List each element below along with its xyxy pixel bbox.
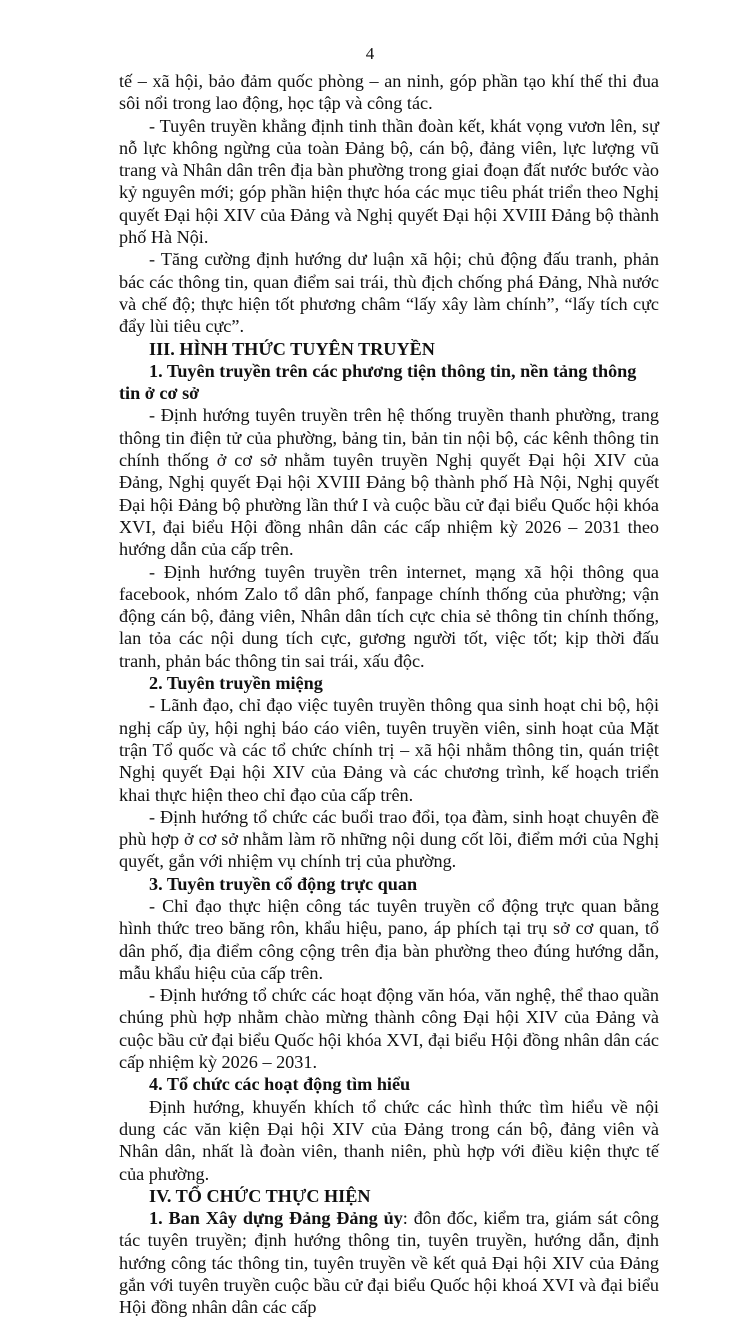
paragraph: - Định hướng tuyên truyền trên internet, mạng xã hội thông qua facebook, nhóm Zalo tổ dân phố, fanpage chính thống của phường; vận động cán bộ, đảng viên, Nhân dân tích cực chia sẻ thông tin chính thống, lan tỏa các nội dung tích cực, gương người tốt, việc tốt; kịp thời đấu tranh, phản bác thông tin sai trái, xấu độc.	[119, 561, 659, 671]
section-heading: 1. Tuyên truyền trên các phương tiện thông tin, nền tảng thông tin ở cơ sở	[119, 360, 637, 404]
paragraph: - Định hướng tổ chức các hoạt động văn hóa, văn nghệ, thể thao quần chúng phù hợp nhằm chào mừng thành công Đại hội XIV của Đảng và cuộc bầu cử đại biểu Quốc hội khóa XVI, đại biểu Hội đồng nhân dân các cấp nhiệm kỳ 2026 – 2031.	[119, 985, 659, 1073]
section-heading: III. HÌNH THỨC TUYÊN TRUYỀN	[149, 338, 435, 359]
paragraph	[119, 1207, 659, 1318]
section-heading: IV. TỔ CHỨC THỰC HIỆN	[149, 1185, 371, 1206]
paragraph: - Định hướng tuyên truyền trên hệ thống truyền thanh phường, trang thông tin điện tử của phường, bảng tin, bản tin nội bộ, các kênh thông tin chính thống ở cơ sở nhằm tuyên truyền Nghị quyết Đại hội XIV của Đảng, Nghị quyết Đại hội XVIII Đảng bộ thành phố Hà Nội, Nghị quyết Đại hội Đảng bộ phường lần thứ I và cuộc bầu cử đại biểu Quốc hội khóa XVI, đại biểu Hội đồng nhân dân các cấp nhiệm kỳ 2026 – 2031 theo hướng dẫn của cấp trên.	[119, 405, 659, 560]
section-heading: 2. Tuyên truyền miệng	[149, 673, 323, 694]
section-heading: 3. Tuyên truyền cổ động trực quan	[149, 873, 418, 894]
paragraph-text: : đôn đốc, kiểm tra, giám sát công tác tuyên truyền; định hướng thông tin, tuyên truyền, hướng dẫn, định hướng công tác thông tin, tuyên truyền về kết quả Đại hội XIV của Đảng gắn với tuyên truyền cuộc bầu cử đại biểu Quốc hội khoá XVI và đại biểu Hội đồng nhân dân các cấp	[119, 1208, 659, 1318]
paragraph: - Tuyên truyền khẳng định tinh thần đoàn kết, khát vọng vươn lên, sự nỗ lực không ngừng của toàn Đảng bộ, cán bộ, đảng viên, lực lượng vũ trang và Nhân dân trên địa bàn phường trong giai đoạn đất nước bước vào kỷ nguyên mới; góp phần hiện thực hóa các mục tiêu phát triển theo Nghị quyết Đại hội XIV của Đảng và Nghị quyết Đại hội XVIII Đảng bộ thành phố Hà Nội.	[119, 115, 659, 248]
paragraph: - Định hướng tổ chức các buổi trao đổi, tọa đàm, sinh hoạt chuyên đề phù hợp ở cơ sở nhằm làm rõ những nội dung cốt lõi, điểm mới của Nghị quyết, gắn với nhiệm vụ chính trị của phường.	[119, 806, 659, 872]
paragraph: Định hướng, khuyến khích tổ chức các hình thức tìm hiểu về nội dung các văn kiện Đại hội XIV của Đảng trong cán bộ, đảng viên và Nhân dân, nhất là đoàn viên, thanh niên, phù hợp với điều kiện thực tế của phường.	[119, 1096, 659, 1184]
paragraph: tế – xã hội, bảo đảm quốc phòng – an ninh, góp phần tạo khí thế thi đua sôi nổi trong lao động, học tập và công tác.	[119, 71, 659, 114]
page-number: 4	[365, 44, 375, 63]
document-body	[119, 70, 659, 1319]
section-heading: 4. Tổ chức các hoạt động tìm hiểu	[149, 1074, 411, 1095]
paragraph: - Tăng cường định hướng dư luận xã hội; chủ động đấu tranh, phản bác các thông tin, quan điểm sai trái, thù địch chống phá Đảng, Nhà nước và chế độ; thực hiện tốt phương châm “lấy xây làm chính”, “lấy tích cực đẩy lùi tiêu cực”.	[119, 249, 659, 337]
paragraph: - Chỉ đạo thực hiện công tác tuyên truyền cổ động trực quan bằng hình thức treo băng rôn, khẩu hiệu, pano, áp phích tại trụ sở cơ quan, tổ dân phố, địa điểm công cộng trên địa bàn phường theo đúng hướng dẫn, mẫu khẩu hiệu của cấp trên.	[119, 895, 659, 983]
paragraph-lead: 1. Ban Xây dựng Đảng Đảng ủy	[149, 1208, 403, 1229]
paragraph: - Lãnh đạo, chỉ đạo việc tuyên truyền thông qua sinh hoạt chi bộ, hội nghị cấp ủy, hội nghị báo cáo viên, tuyên truyền viên, sinh hoạt của Mặt trận Tổ quốc và các tổ chức chính trị – xã hội nhằm thông tin, quán triệt Nghị quyết Đại hội XIV của Đảng và các chương trình, kế hoạch triển khai thực hiện theo chỉ đạo của cấp trên.	[119, 695, 659, 805]
